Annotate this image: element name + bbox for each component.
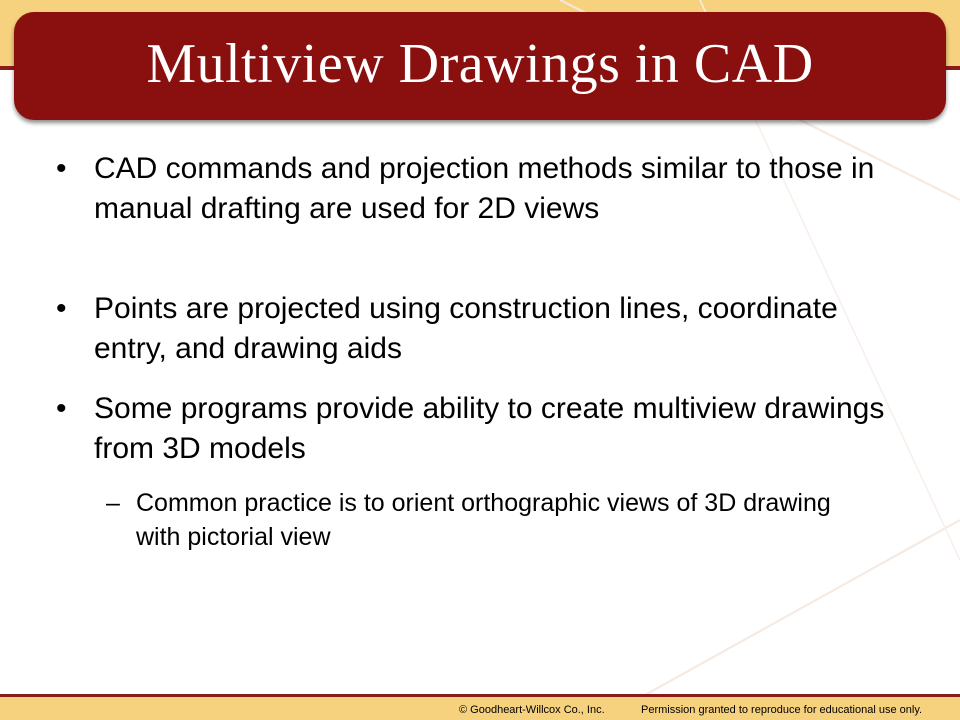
bullet-text: Points are projected using construction lines, coordinate entry, and drawing aids xyxy=(94,292,838,365)
bullet-marker: • xyxy=(56,392,67,425)
sub-bullet-item-1 xyxy=(106,486,876,554)
footer-copyright: © Goodheart-Willcox Co., Inc. xyxy=(459,704,605,716)
sub-bullet-text: Common practice is to orient orthographic views of 3D drawing with pictorial view xyxy=(136,489,831,551)
bullet-item-3 xyxy=(56,389,886,469)
bullet-marker: • xyxy=(56,152,67,185)
bullet-text: CAD commands and projection methods similar to those in manual drafting are used for 2D views xyxy=(94,152,875,225)
sub-bullet-marker: – xyxy=(106,489,120,517)
bullet-item-1 xyxy=(56,149,886,229)
bullet-marker: • xyxy=(56,292,67,325)
slide-title: Multiview Drawings in CAD xyxy=(146,33,814,95)
bullet-item-2 xyxy=(56,289,886,369)
footer-permission: Permission granted to reproduce for educational use only. xyxy=(641,704,923,716)
bullet-text: Some programs provide ability to create multiview drawings from 3D models xyxy=(94,392,885,465)
